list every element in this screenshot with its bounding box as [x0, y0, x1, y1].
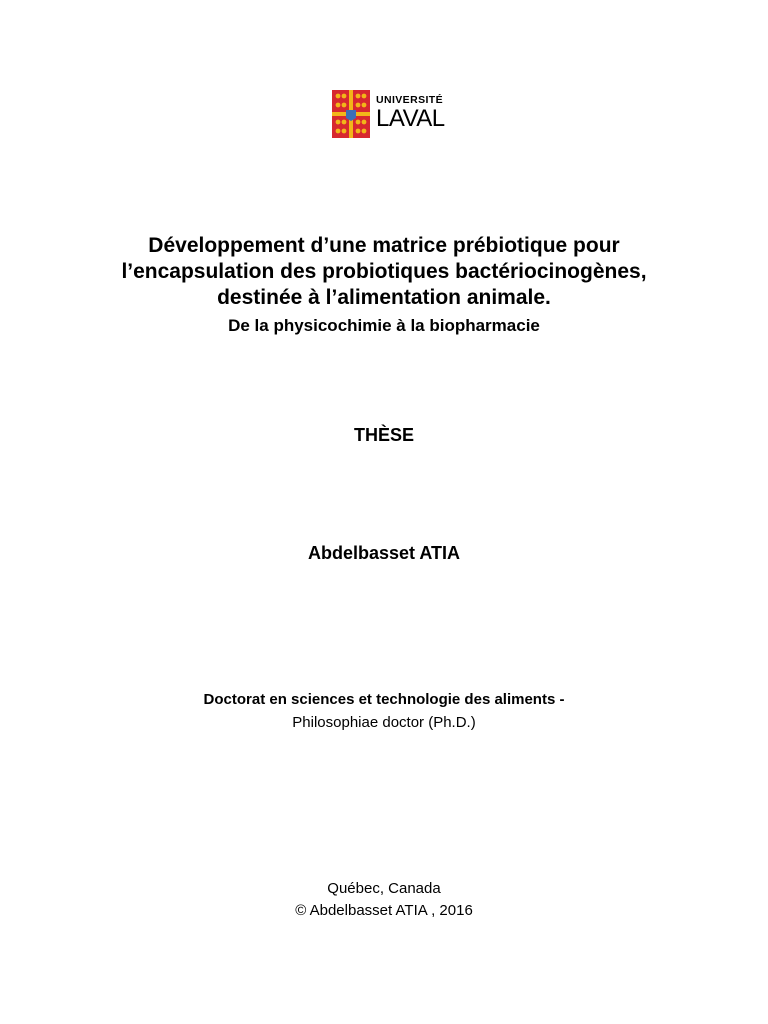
title-line-1: Développement d’une matrice prébiotique pour	[148, 234, 620, 257]
logo-laval-text: LAVAL	[376, 104, 445, 132]
logo-wordmark	[376, 90, 445, 131]
document-type: THÈSE	[353, 425, 414, 445]
author-name: Abdelbasset ATIA	[307, 543, 461, 563]
degree-subtitle: Philosophiae doctor (Ph.D.)	[292, 714, 476, 731]
footer-info	[0, 878, 768, 922]
thesis-subtitle: De la physicochimie à la biopharmacie	[228, 316, 540, 335]
laval-shield-icon	[332, 90, 370, 138]
title-line-3: destinée à l’alimentation animale.	[217, 286, 551, 309]
title-line-2: l’encapsulation des probiotiques bactériocinogènes,	[121, 260, 647, 283]
universite-laval-logo	[332, 90, 456, 140]
logo-universite-text: UNIVERSITÉ	[376, 94, 444, 106]
location-text: Québec, Canada	[327, 880, 441, 897]
copyright-text: © Abdelbasset ATIA , 2016	[295, 902, 473, 919]
degree-title: Doctorat en sciences et technologie des aliments -	[203, 691, 565, 708]
thesis-title	[0, 233, 768, 311]
